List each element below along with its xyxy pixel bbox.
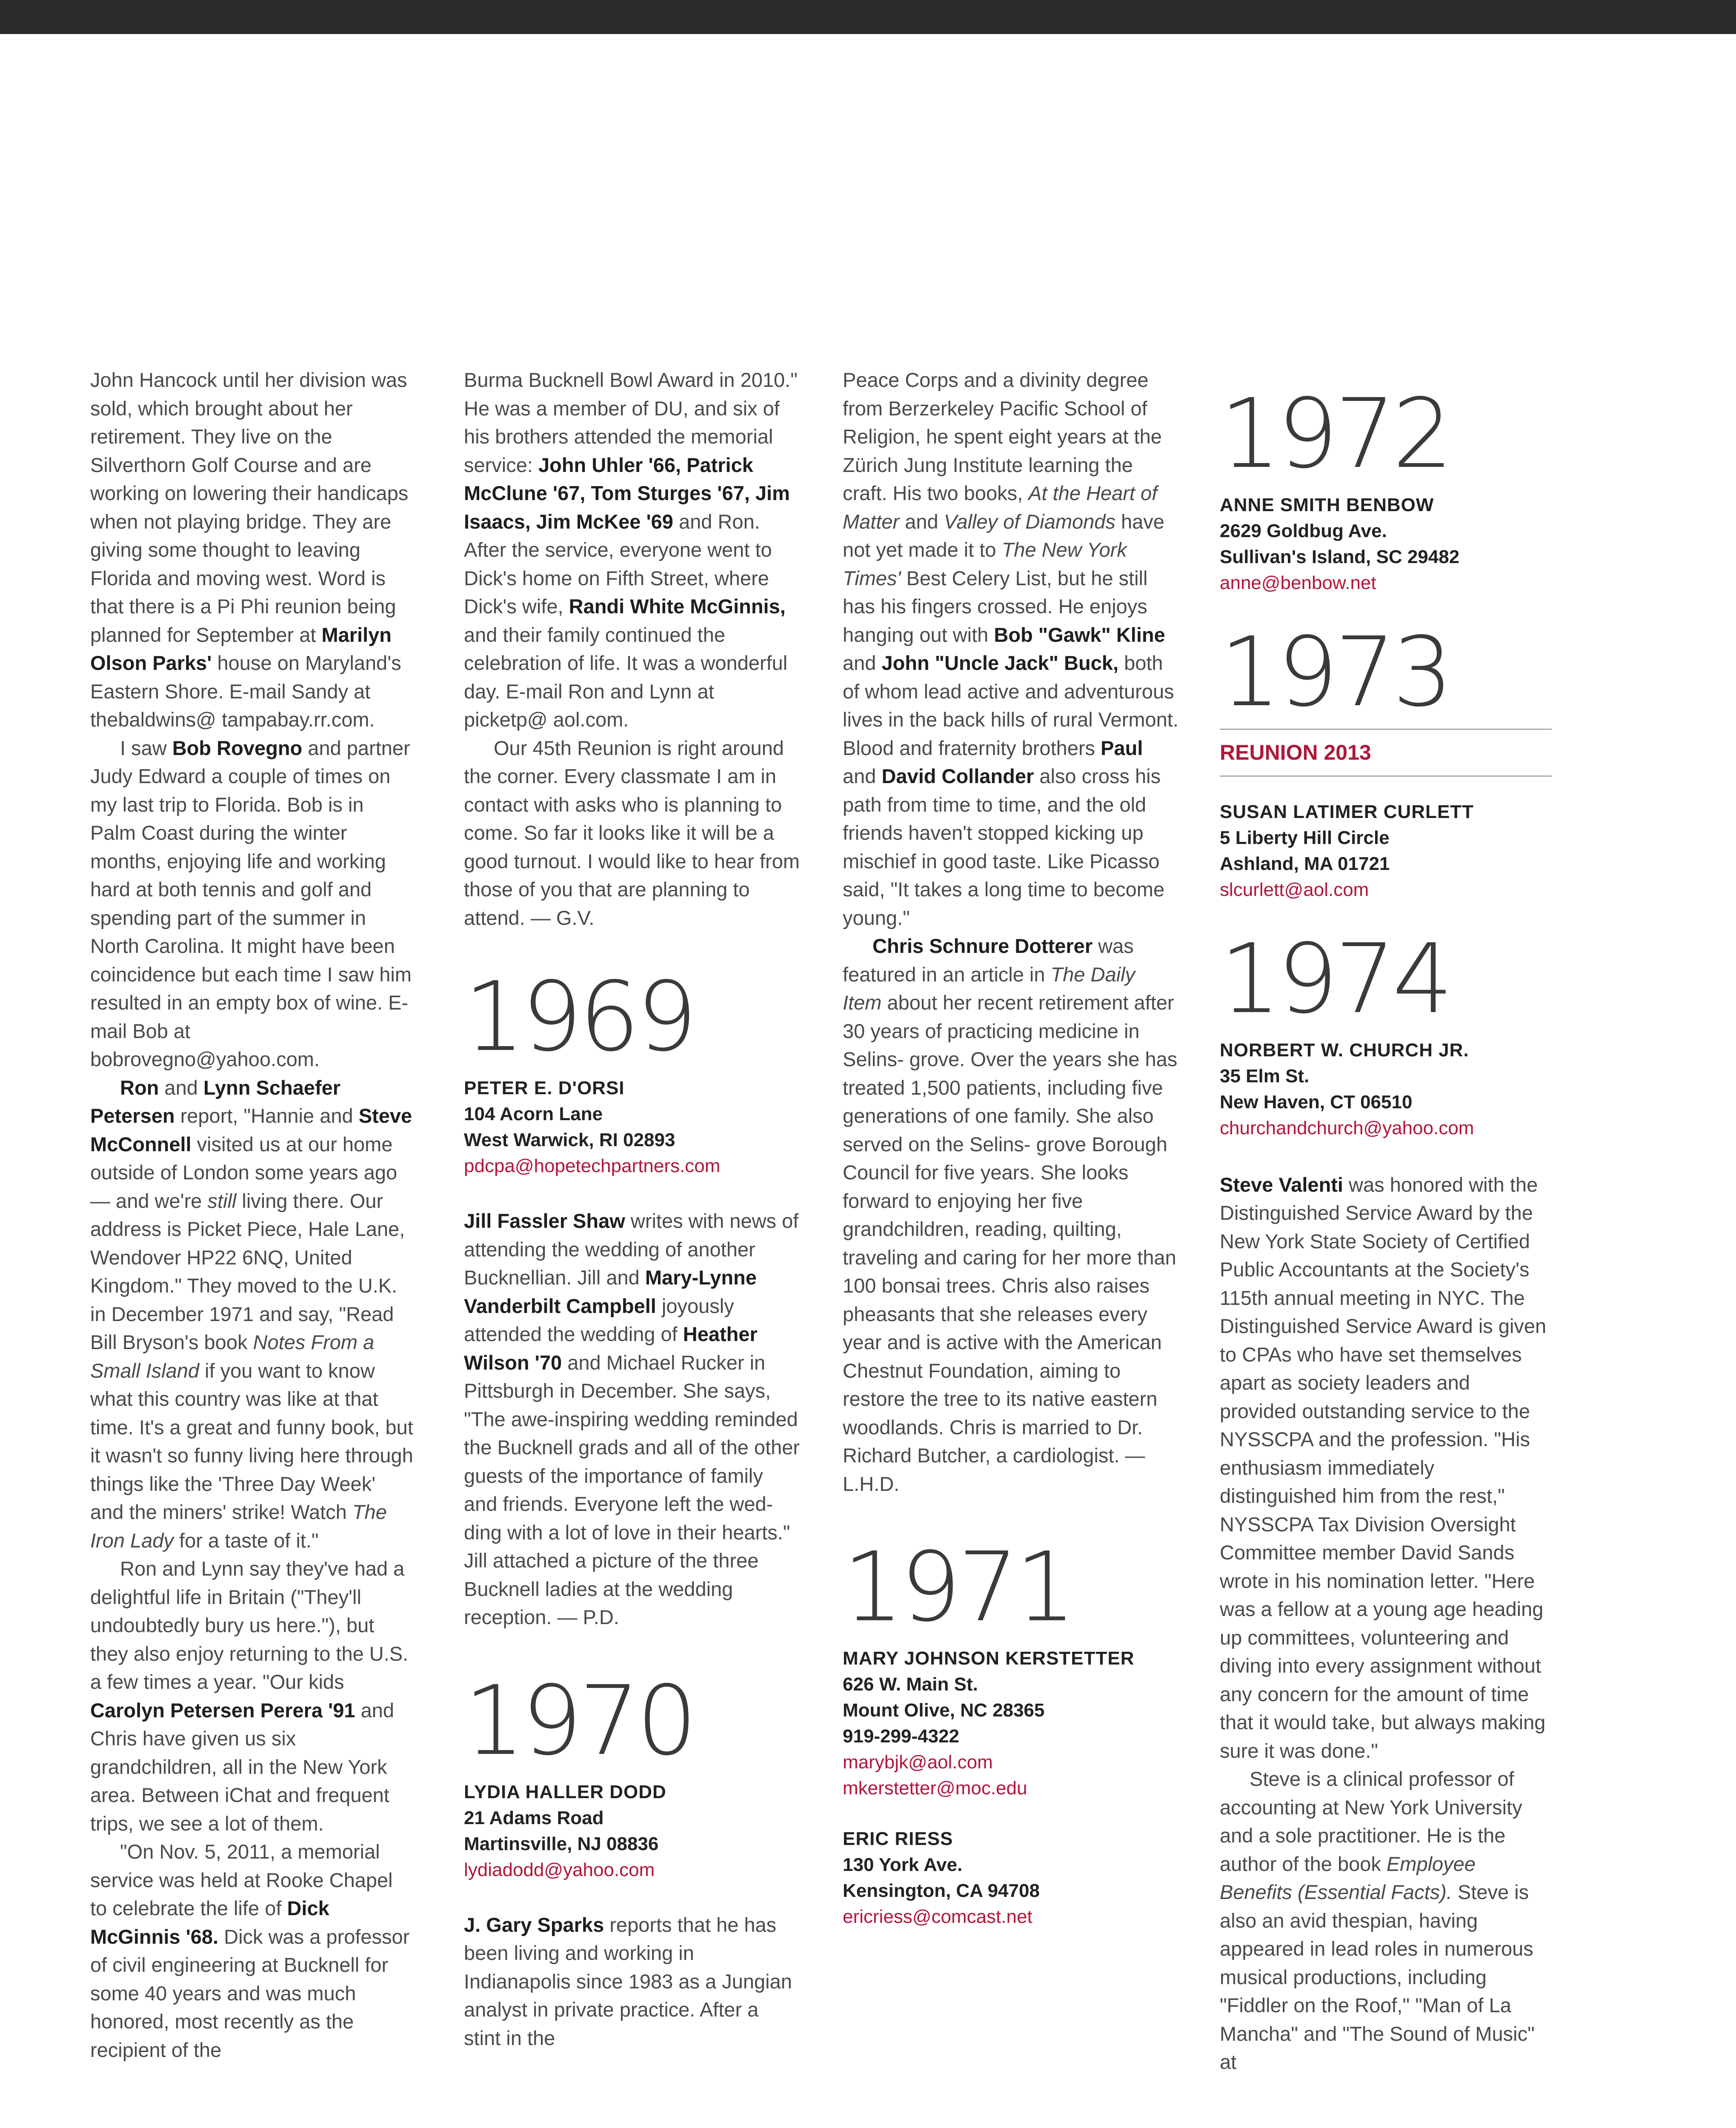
class-secretary-contact: PETER E. D'ORSI 104 Acorn Lane West Warwick, RI 02893 pdcpa@hopetechpartners.com xyxy=(464,1075,800,1179)
class-secretary-contact: LYDIA HALLER DODD 21 Adams Road Martinsville, NJ 08836 lydiadodd@yahoo.com xyxy=(464,1779,800,1883)
class-year-1969: 1969 xyxy=(464,961,694,1073)
paragraph: Ron and Lynn Schaefer Petersen report, "Hannie and Steve McConnell visited us at our home outside of London some years ago — and we're still living there. Our address is Picket Piece, Hale Lane, Wendover HP22 6NQ, United Kingdom." They moved to the U.K. in December 1971 and say, "Read Bill Bryson's book Notes From a Small Island if you want to know what this country was like at that time. It's a great and funny book, but it wasn't so funny living here through things like the 'Three Day Week' and the miners' strike! Watch The Iron Lady for a taste of it." xyxy=(90,1076,413,1552)
class-secretary-contact: SUSAN LATIMER CURLETT 5 Liberty Hill Circle Ashland, MA 01721 slcurlett@aol.com xyxy=(1220,799,1552,903)
paragraph: Our 45th Reunion is right around the corner. Every classmate I am in contact with asks who is planning to come. So far it looks like it will be a good turnout. I would like to hear from those of you that are planning to attend. — G.V. xyxy=(464,736,800,929)
email-link[interactable]: mkerstetter@moc.edu xyxy=(843,1778,1027,1799)
paragraph: Jill Fassler Shaw writes with news of attending the wedding of another Bucknellian. Jill and Mary-Lynne Vanderbilt Campbell joyously attended the wedding of Heather Wilson '70 and Michael Rucker in Pittsburgh in December. She says, "The awe-inspiring wedding reminded the Bucknell grads and all of the other guests of the importance of family and friends. Everyone left the wed- ding with a lot of love in their hearts." Jill attached a picture of the three Bucknell ladies at the wedding reception. — P.D. xyxy=(464,1210,800,1628)
column-4 xyxy=(1220,366,1552,2077)
email-link[interactable]: ericriess@comcast.net xyxy=(843,1906,1032,1927)
column-2 xyxy=(464,366,800,2052)
email-link[interactable]: anne@benbow.net xyxy=(1220,572,1376,593)
class-year-1972: 1972 xyxy=(1220,378,1450,490)
paragraph: Peace Corps and a divinity degree from Berzerkeley Pacific School of Religion, he spent eight years at the Zürich Jung Institute learning the craft. His two books, At the Heart of Matter and Valley of Diamonds have not yet made it to The New York Times' Best Celery List, but he still has his fingers crossed. He enjoys hanging out with Bob "Gawk" Kline and John "Uncle Jack" Buck, both of whom lead active and adventurous lives in the back hills of rural Vermont. Blood and fraternity brothers Paul and David Collander also cross his path from time to time, and the old friends haven't stopped kicking up mischief in good taste. Like Picasso said, "It takes a long time to become young." xyxy=(843,369,1178,929)
class-secretary-contact: ANNE SMITH BENBOW 2629 Goldbug Ave. Sullivan's Island, SC 29482 anne@benbow.net xyxy=(1220,492,1552,596)
paragraph: Ron and Lynn say they've had a delightful life in Britain ("They'll undoubtedly bury us here."), but they also enjoy returning to the U.S. a few times a year. "Our kids Carolyn Petersen Perera '91 and Chris have given us six grandchildren, all in the New York area. Between iChat and frequent trips, we see a lot of them. xyxy=(90,1557,409,1835)
paragraph: John Hancock until her division was sold, which brought about her retirement. They live on the Silverthorn Golf Course and are working on lowering their handicaps when not playing bridge. They are giving some thought to leaving Florida and moving west. Word is that there is a Pi Phi reunion being planned for September at Marilyn Olson Parks' house on Maryland's Eastern Shore. E-mail Sandy at thebaldwins@ tampabay.rr.com. xyxy=(90,369,409,731)
paragraph: "On Nov. 5, 2011, a memorial service was held at Rooke Chapel to celebrate the life of Dick McGinnis '68. Dick was a professor of civil engineering at Bucknell for some 40 years and was much honored, most recently as the recipient of the xyxy=(90,1840,410,2061)
paragraph: Burma Bucknell Bowl Award in 2010." He was a member of DU, and six of his brothers attended the memorial service: John Uhler '66, Patrick McClune '67, Tom Sturges '67, Jim Isaacs, Jim McKee '69 and Ron. After the service, everyone went to Dick's home on Fifth Street, where Dick's wife, Randi White McGinnis, and their family continued the celebration of life. It was a wonderful day. E-mail Ron and Lynn at picketp@ aol.com. xyxy=(464,369,798,731)
paragraph: J. Gary Sparks reports that he has been living and working in Indianapolis since 1983 as a Jungian analyst in private practice. After a stint in the xyxy=(464,1913,792,2049)
paragraph: Steve Valenti was honored with the Distinguished Service Award by the New York State Society of Certified Public Accountants at the Society's 115th annual meeting in NYC. The Distinguished Service Award is given to CPAs who have set themselves apart as society leaders and provided outstanding service to the NYSSCPA and the profession. "His enthusiasm immediately distinguished him from the rest," NYSSCPA Tax Division Oversight Committee member David Sands wrote in his nomination letter. "Here was a fellow at a young age heading up committees, volunteering and diving into every assignment without any concern for the amount of time that it would take, but always making sure it was done." xyxy=(1220,1173,1547,1762)
paragraph: Steve is a clinical professor of accounting at New York University and a sole practitioner. He is the author of the book Employee Benefits (Essential Facts). Steve is also an avid thespian, having appeared in lead roles in numerous musical productions, including "Fiddler on the Roof," "Man of La Mancha" and "The Sound of Music" at xyxy=(1220,1768,1535,2073)
email-link[interactable]: pdcpa@hopetechpartners.com xyxy=(464,1156,721,1176)
class-year-1971: 1971 xyxy=(843,1532,1073,1643)
paragraph: Chris Schnure Dotterer was featured in an article in The Daily Item about her recent retirement after 30 years of practicing medicine in Selins- grove. Over the years she has treated 1,500 patients, including five generations of one family. She also served on the Selins- grove Borough Council for five years. She looks forward to enjoying her five grandchildren, reading, quilting, traveling and caring for her more than 100 bonsai trees. Chris also raises pheasants that she releases every year and is active with the American Chestnut Foundation, aiming to restore the tree to its native eastern woodlands. Chris is married to Dr. Richard Butcher, a cardiologist. — L.H.D. xyxy=(843,935,1178,1495)
class-secretary-contact: NORBERT W. CHURCH JR. 35 Elm St. New Haven, CT 06510 churchandchurch@yahoo.com xyxy=(1220,1037,1552,1141)
column-1 xyxy=(90,366,414,2064)
class-year-1974: 1974 xyxy=(1220,923,1450,1035)
class-year-1970: 1970 xyxy=(464,1665,694,1777)
reunion-banner: REUNION 2013 xyxy=(1220,729,1552,777)
class-secretary-contact: MARY JOHNSON KERSTETTER 626 W. Main St. Mount Olive, NC 28365 919-299-4322 marybjk@aol.com mkerstetter@moc.edu ERIC RIESS 130 York Ave. Kensington, CA 94708 ericriess@comcast.net xyxy=(843,1645,1179,1930)
magazine-page xyxy=(0,34,1736,2128)
class-year-1973: 1973 xyxy=(1220,617,1450,728)
email-link[interactable]: churchandchurch@yahoo.com xyxy=(1220,1117,1474,1138)
column-3 xyxy=(843,366,1179,1930)
email-link[interactable]: lydiadodd@yahoo.com xyxy=(464,1859,655,1880)
paragraph: I saw Bob Rovegno and partner Judy Edward a couple of times on my last trip to Florida. Bob is in Palm Coast during the winter months, enjoying life and working hard at both tennis and golf and spending part of the summer in North Carolina. It might have been coincidence but each time I saw him resulted in an empty box of wine. E-mail Bob at bobrovegno@yahoo.com. xyxy=(90,736,412,1070)
email-link[interactable]: slcurlett@aol.com xyxy=(1220,879,1369,900)
email-link[interactable]: marybjk@aol.com xyxy=(843,1752,993,1773)
